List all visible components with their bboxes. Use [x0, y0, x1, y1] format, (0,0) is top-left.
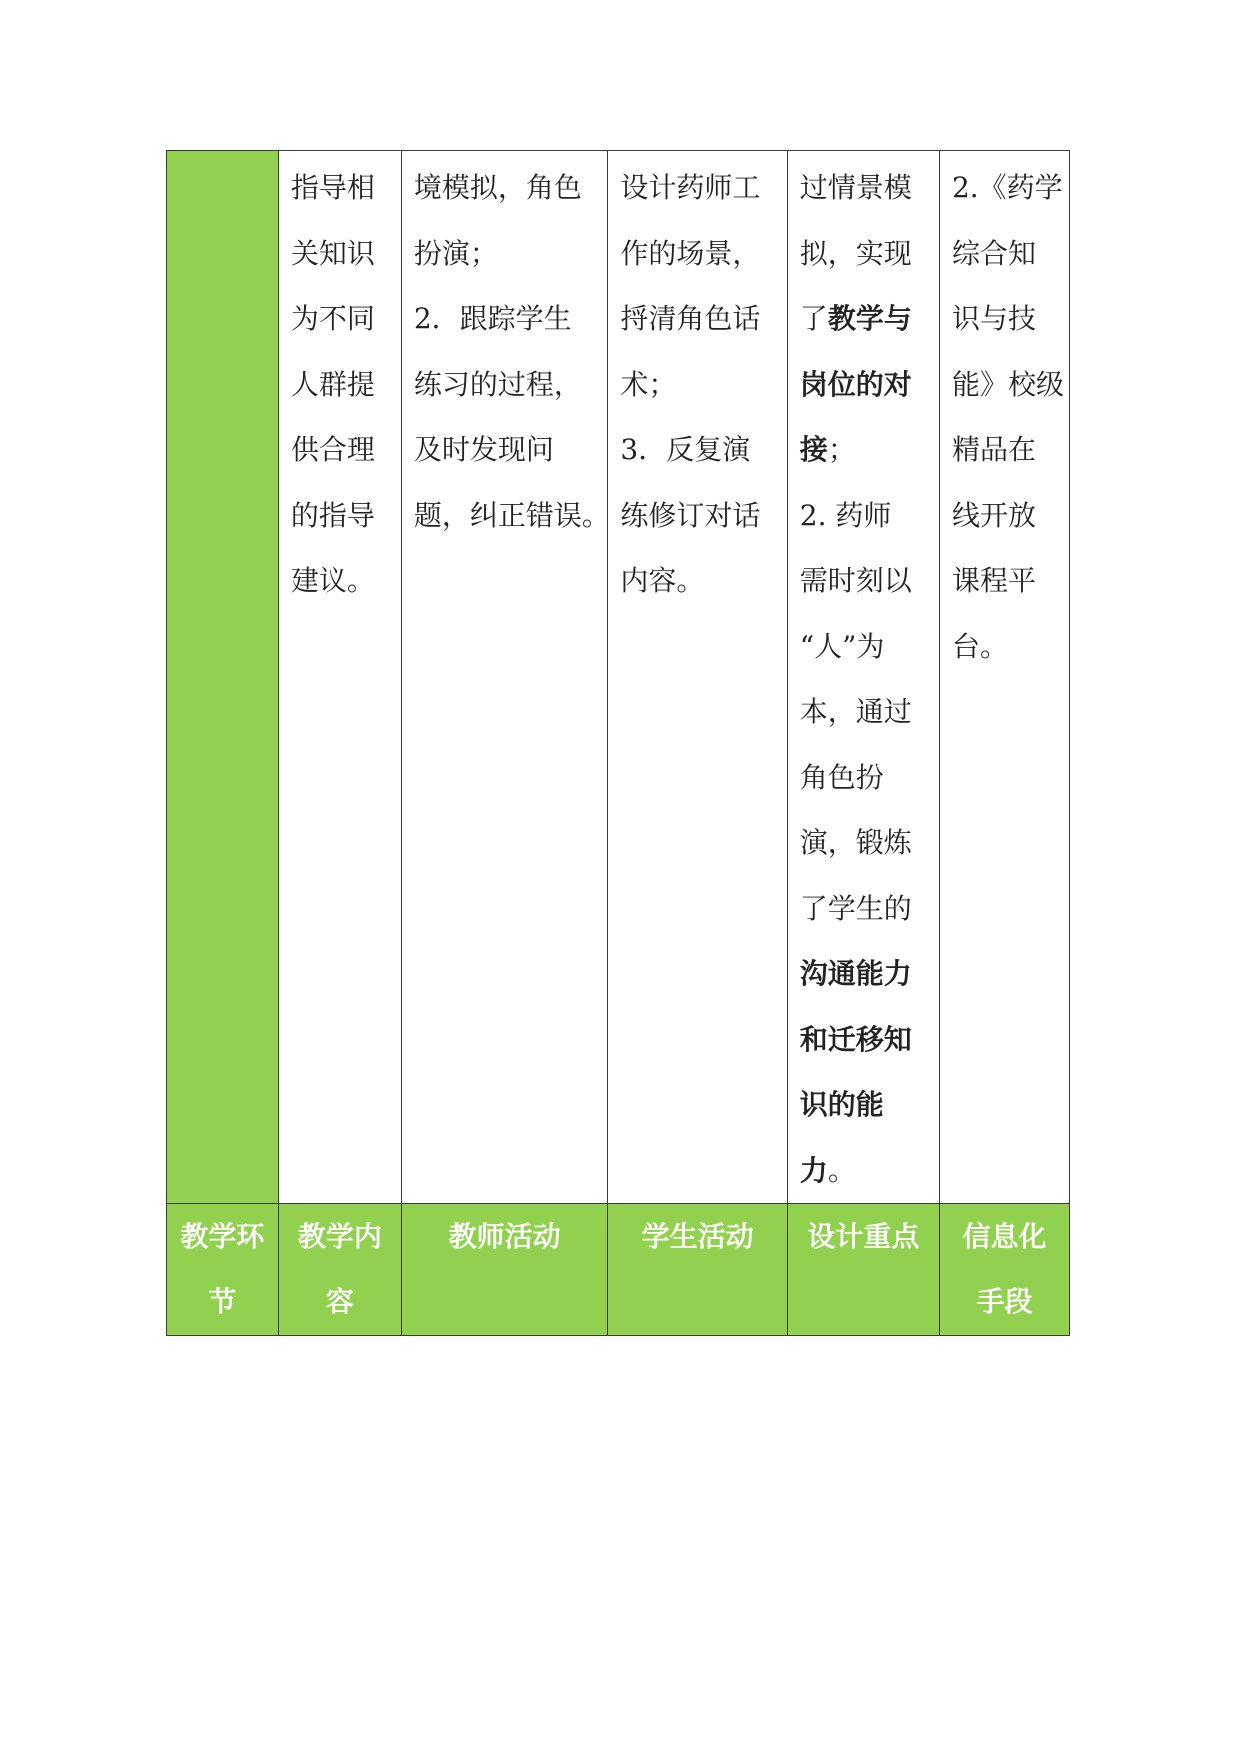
- bold-text: 教学与: [827, 302, 912, 335]
- header-label: 设计重点: [807, 1220, 920, 1253]
- text-line: 能》校级: [951, 367, 1064, 401]
- table-row-content: [167, 151, 1070, 1204]
- bold-text: 和迁移知: [799, 1022, 912, 1056]
- text-line: 扮演；: [413, 236, 498, 270]
- cell-teaching-content: [278, 151, 401, 1204]
- text-line: 3．反复演: [620, 433, 751, 466]
- text-line: 拟，实现: [799, 236, 912, 270]
- text-line: 建议。: [290, 564, 375, 597]
- text-line: 本，通过: [799, 695, 912, 728]
- text-line: 及时发现问: [413, 433, 554, 466]
- bold-text: 识的能: [799, 1088, 884, 1121]
- cell-student-activity: [608, 151, 787, 1204]
- text-line: 台。: [951, 629, 1008, 663]
- header-label: 教师活动: [448, 1220, 561, 1253]
- text-line: [800, 352, 929, 418]
- text-line: 境模拟，角色: [413, 171, 582, 204]
- text-run: 。: [827, 1153, 856, 1187]
- text-line: 过情景模: [799, 171, 912, 204]
- text-line: 2.《药学: [951, 171, 1063, 204]
- header-design-focus: [787, 1204, 939, 1336]
- text-line: 设计药师工: [620, 171, 761, 204]
- lesson-plan-table: [166, 150, 1070, 1336]
- text-line: 作的场景，: [620, 236, 761, 270]
- text-line: [800, 417, 929, 483]
- cell-it-means: [939, 151, 1069, 1204]
- header-it-means: [939, 1204, 1069, 1336]
- text-run: ；: [827, 433, 856, 466]
- text-line: 角色扮: [799, 760, 884, 794]
- text-line: 练习的过程，: [413, 367, 582, 401]
- text-line: 的指导: [290, 498, 375, 532]
- header-label: 手段: [976, 1285, 1033, 1318]
- text-line: 2．跟踪学生: [413, 302, 572, 335]
- text-line: 2. 药师: [799, 498, 892, 532]
- text-line: 了学生的: [799, 891, 912, 925]
- header-label: 节: [208, 1285, 237, 1318]
- header-label: 学生活动: [641, 1220, 754, 1253]
- text-line: 内容。: [620, 564, 705, 597]
- cell-teaching-stage: [167, 151, 279, 1204]
- bold-text: 岗位的对: [799, 367, 912, 401]
- cell-teacher-activity: [401, 151, 608, 1204]
- text-line: 识与技: [951, 302, 1036, 335]
- text-line: [800, 1072, 929, 1138]
- text-line: 术；: [620, 367, 677, 401]
- header-student-activity: [608, 1204, 787, 1336]
- text-line: 精品在: [951, 433, 1036, 466]
- text-line: 关知识: [290, 236, 375, 270]
- text-line: [800, 1007, 929, 1073]
- text-line: 练修订对话: [620, 498, 761, 532]
- text-line: 课程平: [951, 564, 1036, 597]
- cell-design-focus: [787, 151, 939, 1204]
- text-line: 线开放: [951, 498, 1036, 532]
- text-line: [800, 941, 929, 1007]
- text-line: 指导相: [290, 171, 375, 204]
- header-teacher-activity: [401, 1204, 608, 1336]
- text-line: 为不同: [290, 302, 375, 335]
- bold-text: 接: [799, 433, 828, 466]
- header-label: 教学内: [297, 1220, 382, 1253]
- text-line: [800, 286, 929, 352]
- bold-text: 沟通能力: [799, 957, 912, 990]
- text-line: 题，纠正错误。: [413, 498, 610, 532]
- bold-text: 力: [799, 1153, 828, 1187]
- text-run: 了: [799, 302, 828, 335]
- text-line: 人群提: [290, 367, 375, 401]
- header-teaching-stage: [167, 1204, 279, 1336]
- text-line: [800, 1138, 929, 1204]
- text-line: 演，锻炼: [799, 826, 912, 859]
- text-line: 捋清角色话: [620, 302, 761, 335]
- header-label: 信息化: [962, 1220, 1047, 1253]
- header-teaching-content: [278, 1204, 401, 1336]
- header-label: 教学环: [180, 1220, 265, 1253]
- header-label: 容: [325, 1285, 354, 1318]
- text-line: 供合理: [290, 433, 375, 466]
- text-line: “人”为: [799, 629, 885, 663]
- table-header-row: [167, 1204, 1070, 1336]
- text-line: 需时刻以: [799, 564, 912, 597]
- text-line: 综合知: [951, 236, 1036, 270]
